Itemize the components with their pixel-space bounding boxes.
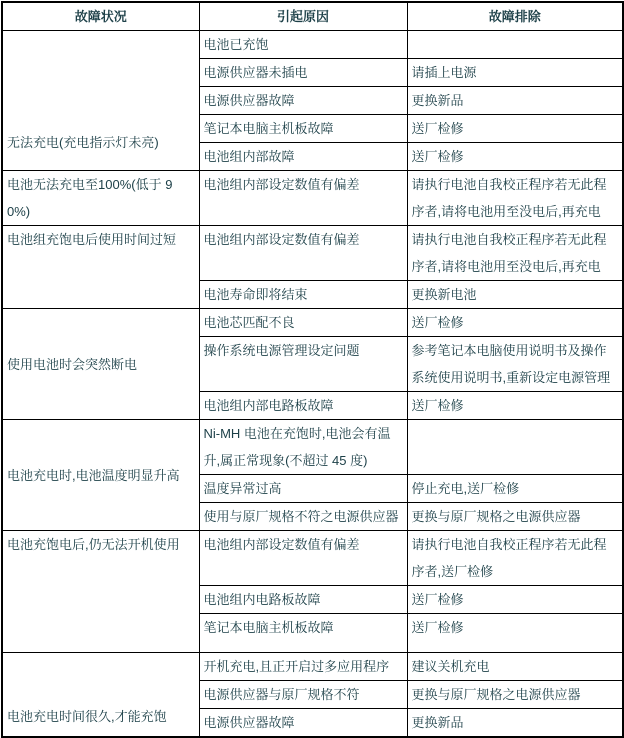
table-row	[2, 309, 623, 337]
cause-cell: 电池组内部故障	[199, 143, 407, 171]
fix-cell: 送厂检修	[407, 309, 623, 337]
cause-cell: 笔记本电脑主机板故障	[199, 614, 407, 653]
cause-cell: 操作系统电源管理设定问题	[199, 337, 407, 392]
cause-cell: 电池组内电路板故障	[199, 586, 407, 614]
fix-cell: 送厂检修	[407, 392, 623, 420]
table-row	[2, 226, 623, 281]
fix-cell	[407, 420, 623, 475]
table-row	[2, 531, 623, 586]
cause-cell: 电源供应器故障	[199, 709, 407, 738]
header-row	[2, 2, 623, 31]
cause-cell: Ni-MH 电池在充饱时,电池会有温升,属正常现象(不超过 45 度)	[199, 420, 407, 475]
table-header	[2, 2, 623, 31]
table-body	[2, 31, 623, 738]
cause-cell: 电池组内部设定数值有偏差	[199, 226, 407, 281]
table-row	[2, 653, 623, 681]
fault-cell: 电池组充饱电后使用时间过短	[2, 226, 199, 309]
fix-cell: 送厂检修	[407, 586, 623, 614]
fix-cell: 请执行电池自我校正程序若无此程序者,请将电池用至没电后,再充电	[407, 171, 623, 226]
fix-cell: 请执行电池自我校正程序若无此程序者,送厂检修	[407, 531, 623, 586]
battery-troubleshooting-table	[1, 1, 624, 738]
cause-cell: 电池寿命即将结束	[199, 281, 407, 309]
cause-cell: 使用与原厂规格不符之电源供应器	[199, 503, 407, 531]
header-cause: 引起原因	[199, 2, 407, 31]
table-row	[2, 420, 623, 475]
cause-cell: 温度异常过高	[199, 475, 407, 503]
fix-cell: 更换新品	[407, 709, 623, 738]
fix-cell: 更换与原厂规格之电源供应器	[407, 503, 623, 531]
cause-cell: 电源供应器故障	[199, 87, 407, 115]
cause-cell: 电池已充饱	[199, 31, 407, 59]
fix-cell	[407, 31, 623, 59]
fix-cell: 参考笔记本电脑使用说明书及操作系统使用说明书,重新设定电源管理	[407, 337, 623, 392]
fix-cell: 更换新电池	[407, 281, 623, 309]
fix-cell: 更换新品	[407, 87, 623, 115]
cause-cell: 电池组内部电路板故障	[199, 392, 407, 420]
cause-cell: 电源供应器与原厂规格不符	[199, 681, 407, 709]
fault-cell: 电池充电时,电池温度明显升高	[2, 420, 199, 531]
header-troubleshooting: 故障排除	[407, 2, 623, 31]
table-row	[2, 171, 623, 226]
fault-cell: 无法充电(充电指示灯未亮)	[2, 31, 199, 171]
fix-cell: 停止充电,送厂检修	[407, 475, 623, 503]
cause-cell: 开机充电,且正开启过多应用程序	[199, 653, 407, 681]
fix-cell: 送厂检修	[407, 143, 623, 171]
fix-cell: 请执行电池自我校正程序若无此程序者,请将电池用至没电后,再充电	[407, 226, 623, 281]
fault-cell: 电池无法充电至100%(低于 90%)	[2, 171, 199, 226]
table-row	[2, 31, 623, 59]
fix-cell: 更换与原厂规格之电源供应器	[407, 681, 623, 709]
cause-cell: 电池组内部设定数值有偏差	[199, 171, 407, 226]
cause-cell: 电源供应器未插电	[199, 59, 407, 87]
fix-cell: 请插上电源	[407, 59, 623, 87]
header-fault-condition: 故障状况	[2, 2, 199, 31]
fault-cell: 电池充电时间很久,才能充饱	[2, 653, 199, 738]
fix-cell: 送厂检修	[407, 115, 623, 143]
cause-cell: 笔记本电脑主机板故障	[199, 115, 407, 143]
fix-cell: 送厂检修	[407, 614, 623, 653]
fault-cell: 电池充饱电后,仍无法开机使用	[2, 531, 199, 653]
fault-cell: 使用电池时会突然断电	[2, 309, 199, 420]
fix-cell: 建议关机充电	[407, 653, 623, 681]
cause-cell: 电池芯匹配不良	[199, 309, 407, 337]
cause-cell: 电池组内部设定数值有偏差	[199, 531, 407, 586]
